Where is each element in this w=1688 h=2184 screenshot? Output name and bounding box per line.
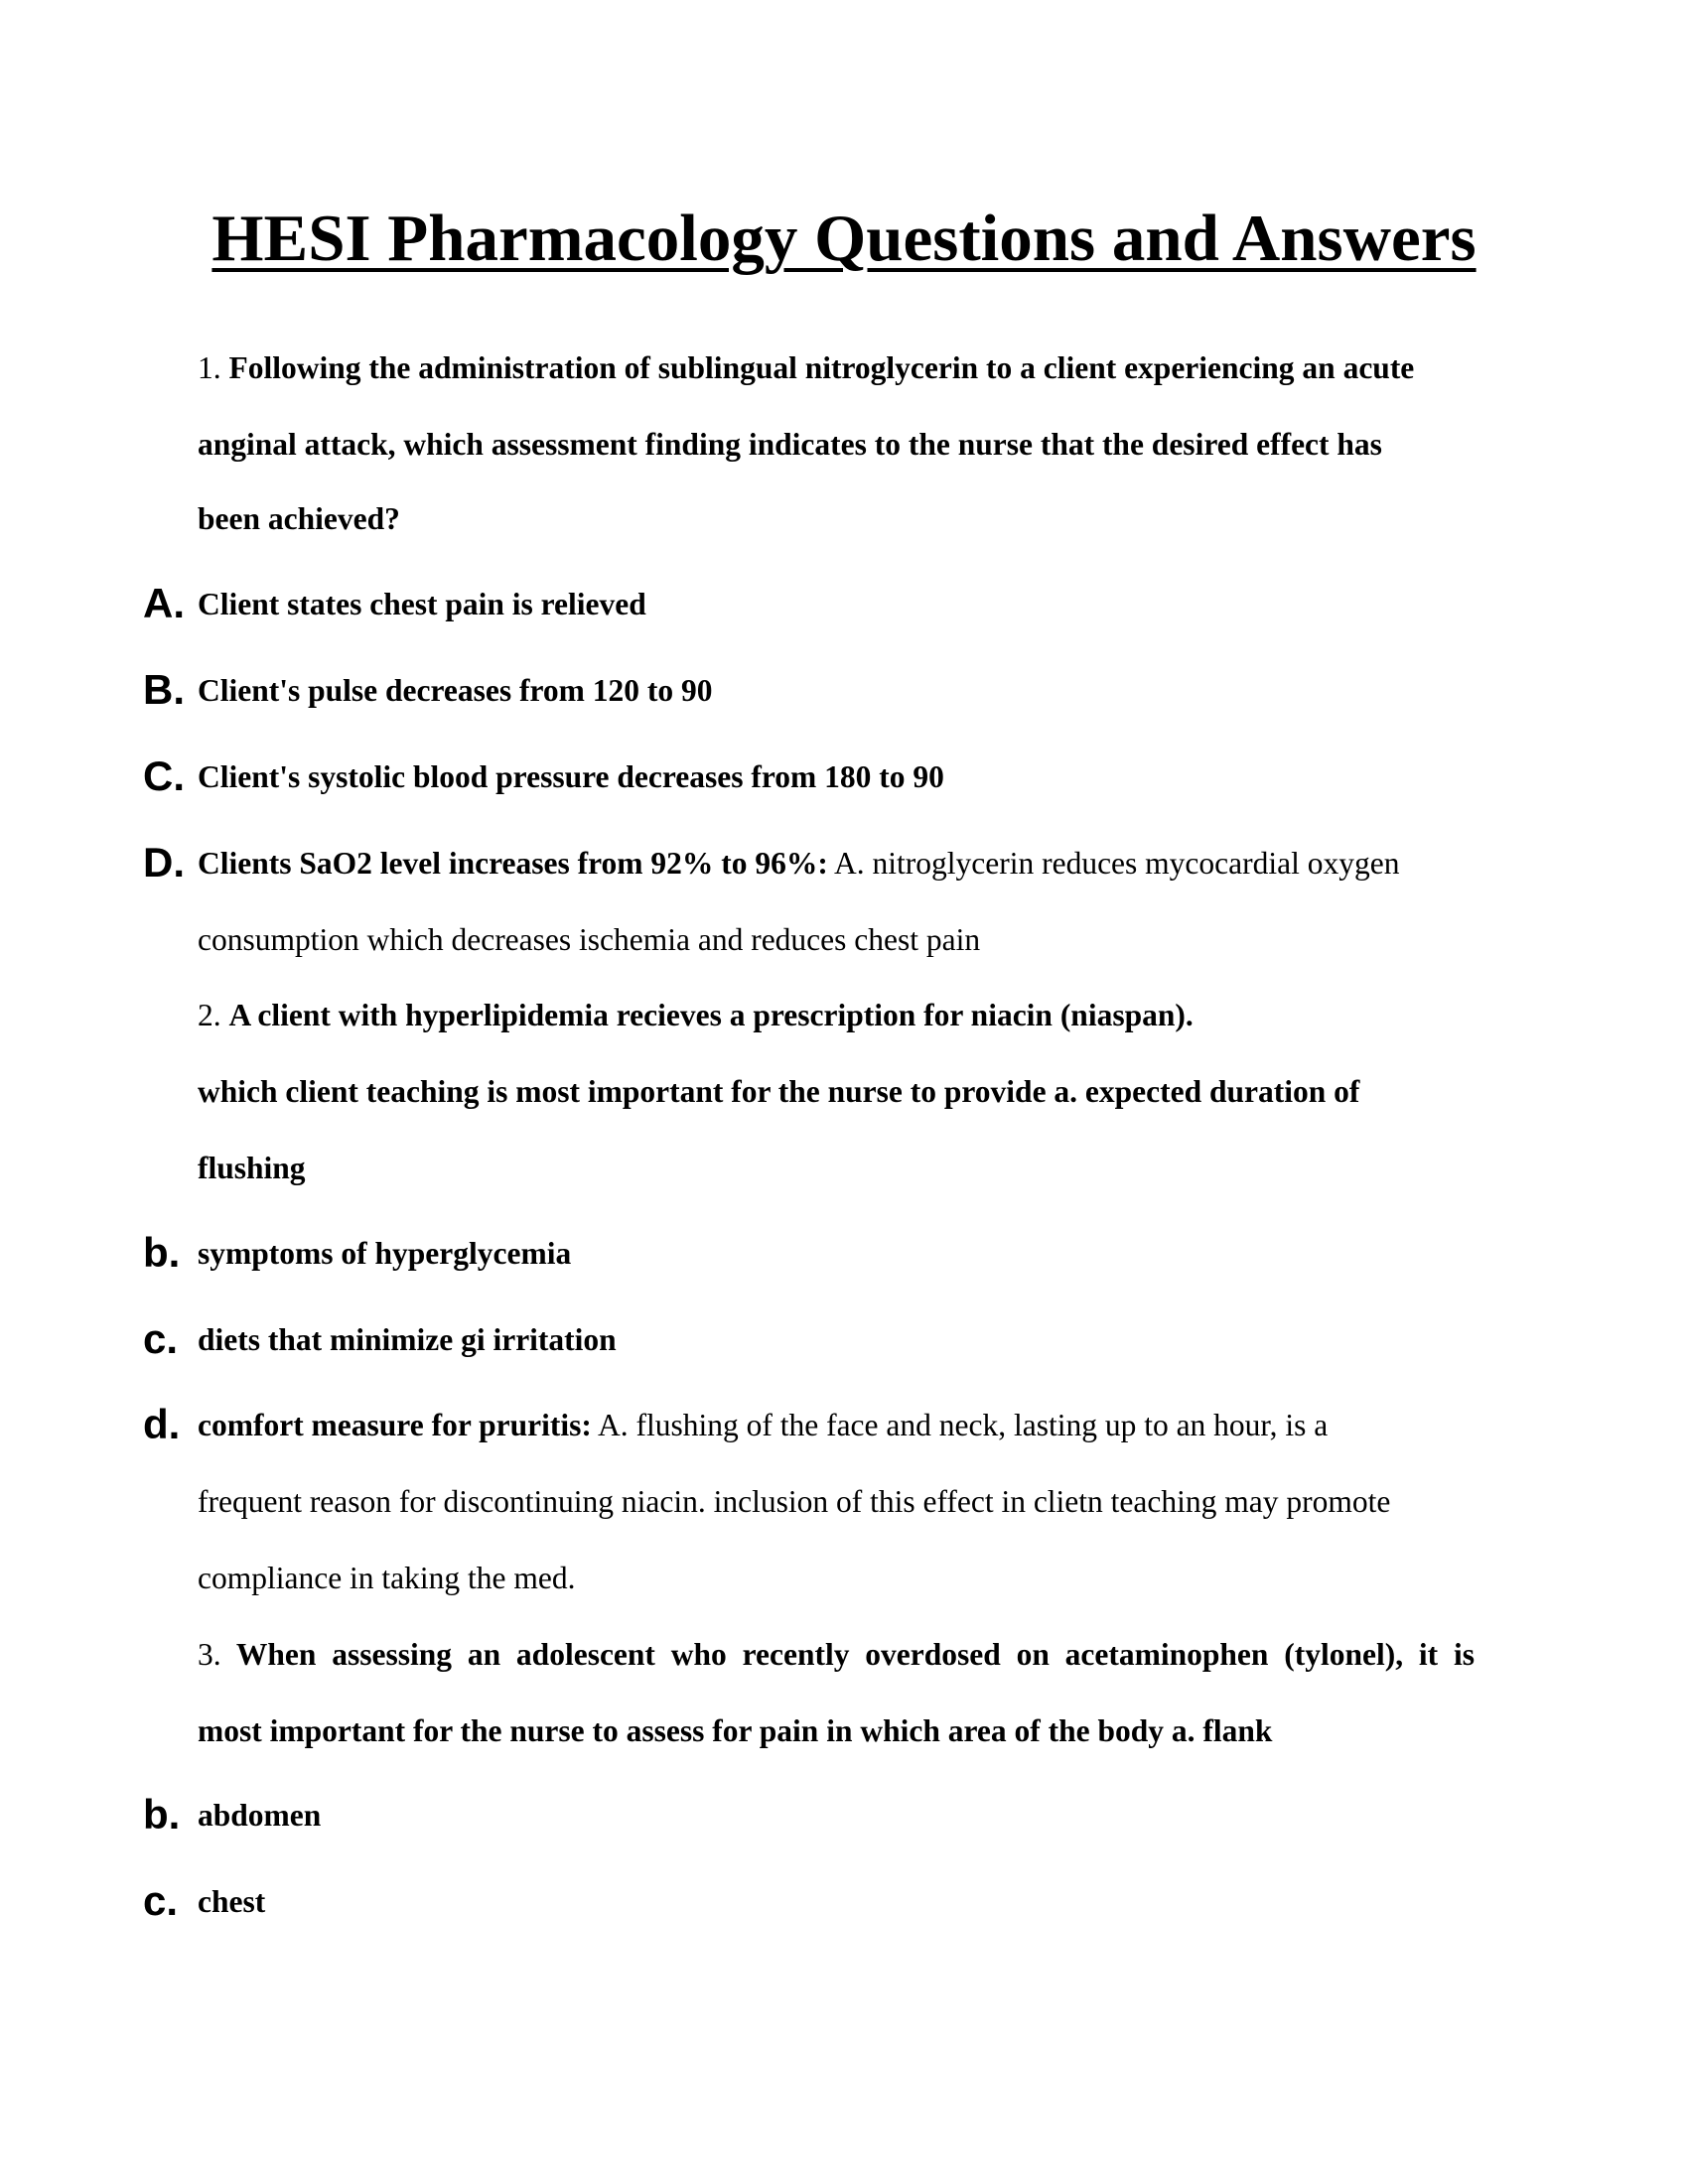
question-1-line-3: been achieved? xyxy=(198,501,400,536)
q1-option-c-letter: C. xyxy=(143,752,185,799)
q2-answer-line-1: A. flushing of the face and neck, lasting up to an hour, is a xyxy=(597,1408,1329,1442)
q2-option-b-text: symptoms of hyperglycemia xyxy=(198,1236,572,1271)
q2-option-c-text: diets that minimize gi irritation xyxy=(198,1322,617,1357)
q2-option-d-text: comfort measure for pruritis: xyxy=(198,1408,592,1442)
question-1-number: 1. xyxy=(198,350,221,385)
question-3-stem-1: When assessing an adolescent who recently overdosed on acetaminophen (tylonel), it is xyxy=(235,1637,1476,1672)
q1-option-b-text: Client's pulse decreases from 120 to 90 xyxy=(198,673,713,708)
question-2-stem-1: A client with hyperlipidemia recieves a prescription for niacin (niaspan). xyxy=(228,998,1194,1032)
page-title-text: HESI Pharmacology Questions and Answers xyxy=(211,202,1477,275)
q2-option-c-letter: c. xyxy=(143,1315,179,1362)
q3-option-b-text: abdomen xyxy=(198,1798,322,1833)
q3-option-c-text: chest xyxy=(198,1884,266,1919)
q2-option-b-letter: b. xyxy=(143,1229,181,1276)
question-2-number: 2. xyxy=(198,998,221,1032)
q2-answer-line-2: frequent reason for discontinuing niacin. inclusion of this effect in clietn teaching may promote xyxy=(198,1484,1391,1519)
q1-option-d-line xyxy=(198,844,1399,884)
q1-option-d-text: Clients SaO2 level increases from 92% to 96%: xyxy=(198,846,828,881)
page-title xyxy=(0,199,1688,278)
q2-option-d-line xyxy=(198,1406,1328,1445)
question-2-line-2: which client teaching is most important for the nurse to provide a. expected duration of xyxy=(198,1074,1360,1109)
q2-option-d-letter: d. xyxy=(143,1401,181,1447)
question-1-line-1 xyxy=(198,348,1414,388)
q1-option-c-text: Client's systolic blood pressure decreases from 180 to 90 xyxy=(198,759,944,794)
question-3-line-2: most important for the nurse to assess for pain in which area of the body a. flank xyxy=(198,1713,1273,1748)
question-3-number: 3. xyxy=(198,1637,221,1672)
q3-option-c-letter: c. xyxy=(143,1877,179,1924)
question-1-line-2: anginal attack, which assessment finding indicates to the nurse that the desired effect has xyxy=(198,427,1382,462)
q1-option-d-letter: D. xyxy=(143,839,185,886)
question-1-stem-1: Following the administration of sublingual nitroglycerin to a client experiencing an acute xyxy=(228,350,1415,385)
q1-option-b-letter: B. xyxy=(143,666,185,713)
q1-option-a-text: Client states chest pain is relieved xyxy=(198,587,646,621)
q1-option-a-letter: A. xyxy=(143,580,185,626)
question-3-line-1-text xyxy=(198,1635,1475,1675)
q1-answer-line-1: A. nitroglycerin reduces mycocardial oxygen xyxy=(834,846,1400,881)
q3-option-b-letter: b. xyxy=(143,1791,181,1838)
q1-answer-line-2: consumption which decreases ischemia and reduces chest pain xyxy=(198,922,981,957)
question-2-line-3: flushing xyxy=(198,1151,306,1185)
question-2-line-1 xyxy=(198,996,1194,1035)
q2-answer-line-3: compliance in taking the med. xyxy=(198,1561,576,1595)
question-3-line-1 xyxy=(198,1635,1475,1675)
